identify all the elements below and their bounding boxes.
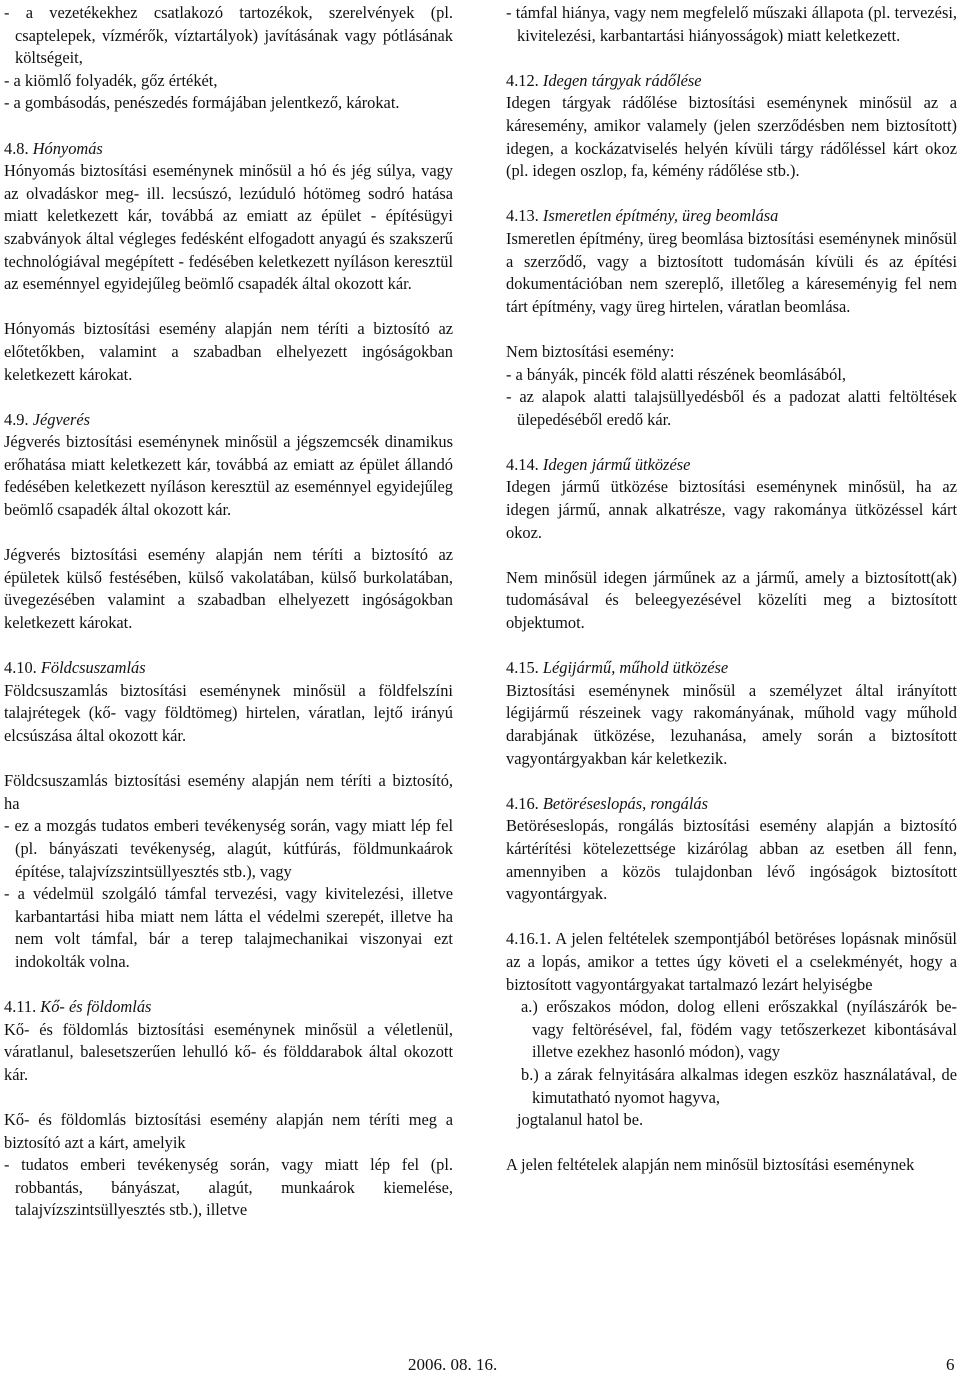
paragraph: Kő- és földomlás biztosítási eseménynek minősül a véletlenül, váratlanul, balesetszerűen lehulló kő- és földdarabok által okozott kár. — [4, 1019, 453, 1084]
paragraph: Biztosítási eseménynek minősül a személyzet által irányított légijármű részeinek vagy rakományának, műhold vagy műhold darabjának ütközése, lezuhanása, amely során a biztosított vagyontárgyakban kár keletkezik. — [506, 680, 957, 768]
list-item: - a gombásodás, penészedés formájában jelentkező, károkat. — [4, 93, 400, 113]
section-heading-4-13 — [506, 205, 957, 228]
paragraph: Ismeretlen építmény, üreg beomlása biztosítási eseménynek minősül a szerződő, vagy a biztosított tudomásán kívüli és az építési dokumentációban nem szereplő, illetőleg a káreseményig fel nem tárt építmény, vagy üreg hirtelen, váratlan beomlása. — [506, 228, 957, 316]
section-number: 4.15. — [506, 658, 539, 678]
section-title: Hónyomás — [32, 138, 103, 158]
section-heading-4-8 — [4, 138, 453, 161]
section-number: 4.10. — [4, 658, 37, 678]
paragraph: Nem minősül idegen járműnek az a jármű, amely a biztosított(ak) tudomásával és beleegyezésével közelíti meg a biztosított objektumot. — [506, 567, 957, 633]
list-item: - az alapok alatti talajsüllyedésből és a padozat alatti feltöltések ülepedéséből eredő kár. — [506, 387, 957, 429]
section-number: 4.12. — [506, 70, 539, 90]
list-item: - a kiömlő folyadék, gőz értékét, — [4, 70, 218, 90]
paragraph: 4.16.1. A jelen feltételek szempontjából betöréses lopásnak minősül az a lopás, amikor a tettes úgy követi el a cselekményét, hogy a biztosított vagyontárgyakat tartalmazó lezárt helyiségbe — [506, 929, 957, 994]
list-item: - a bányák, pincék föld alatti részének beomlásából, — [506, 364, 846, 384]
section-heading-4-9 — [4, 409, 453, 432]
section-title: Földcsuszamlás — [40, 658, 146, 678]
left-column — [4, 2, 453, 1222]
paragraph: Jégverés biztosítási eseménynek minősül a jégszemcsék dinamikus erőhatása miatt keletkezett kár, továbbá az emiatt az épület állandó fedésében keletkezett nyíláson keresztül az eseménnyel egyidejűleg beömlő csapadék által okozott kár. — [4, 432, 453, 520]
paragraph: Betöréseslopás, rongálás biztosítási esemény alapján a biztosító kártérítési kötelezettsége kizárólag abban az esetben áll fenn, amennyiben a közös tulajdonban lévő ingóságok biztosított vagyontárgyak. — [506, 816, 957, 904]
paragraph: jogtalanul hatol be. — [517, 1110, 644, 1130]
paragraph: Földcsuszamlás biztosítási esemény alapján nem téríti a biztosító, ha — [4, 771, 453, 813]
list-item: - tudatos emberi tevékenység során, vagy miatt lép fel (pl. robbantás, bányászat, alagút, munkaárok kiemelése, talajvízszintsüllyesztés stb.), illetve — [4, 1155, 453, 1220]
page-number: 6 — [946, 1355, 955, 1374]
section-heading-4-14 — [506, 454, 957, 477]
paragraph: Jégverés biztosítási esemény alapján nem téríti a biztosító az épületek külső festésében, külső vakolatában, külső burkolatában, üvegezésében valamint a szabadban elhelyezett ingóságokban keletkezett károkat. — [4, 545, 453, 633]
paragraph: Kő- és földomlás biztosítási esemény alapján nem téríti meg a biztosító azt a kárt, amelyik — [4, 1110, 453, 1152]
list-item: - támfal hiánya, vagy nem megfelelő műszaki állapota (pl. tervezési, kivitelezési, karbantartási hiányosságok) miatt keletkezett. — [506, 3, 957, 45]
section-heading-4-16 — [506, 793, 957, 816]
paragraph: A jelen feltételek alapján nem minősül biztosítási eseménynek — [506, 1155, 915, 1175]
section-title: Kő- és földomlás — [40, 997, 152, 1017]
section-title: Légijármű, műhold ütközése — [542, 658, 729, 678]
section-title: Jégverés — [32, 409, 91, 429]
sub-item-b: b.) a zárak felnyitására alkalmas idegen eszköz használatával, de kimutatható nyomot hagyva, — [521, 1064, 957, 1107]
section-number: 4.11. — [4, 997, 37, 1017]
section-heading-4-11 — [4, 996, 453, 1019]
section-number: 4.14. — [506, 454, 539, 474]
list-item: - ez a mozgás tudatos emberi tevékenység során, vagy miatt lép fel (pl. bányászati tevékenység, alagút, kútfúrás, földmunkaárok építése, talajvízszintsüllyesztés stb.), vagy — [4, 816, 453, 881]
section-title: Idegen jármű ütközése — [542, 454, 691, 474]
paragraph: Nem biztosítási esemény: — [506, 341, 675, 361]
paragraph: Hónyomás biztosítási esemény alapján nem téríti a biztosító az előtetőkben, valamint a szabadban elhelyezett ingóságokban keletkezett károkat. — [4, 319, 453, 384]
section-heading-4-10 — [4, 657, 453, 680]
section-number: 4.9. — [4, 409, 29, 429]
paragraph: Idegen jármű ütközése biztosítási eseménynek minősül, ha az idegen jármű, annak alkatrésze, vagy rakománya ütközéssel kárt okoz. — [506, 477, 957, 542]
section-number: 4.8. — [4, 138, 29, 158]
paragraph: Hónyomás biztosítási eseménynek minősül a hó és jég súlya, vagy az olvadáskor meg- ill. lecsúszó, lezúduló hótömeg sodró hatása miatt keletkezett kár, továbbá az emiatt az épület - építésügyi szabványok által végleges fedésként elfogadott anyagú és szakszerű technológiával megépített - fedésében keletkezett nyíláson keresztül az eseménnyel egyidejűleg beömlő csapadék által okozott kár. — [4, 161, 453, 294]
right-column — [506, 2, 957, 1177]
section-heading-4-12 — [506, 70, 957, 93]
section-title: Betöréseslopás, rongálás — [542, 793, 709, 813]
section-number: 4.16. — [506, 793, 539, 813]
list-item: - a vezetékekhez csatlakozó tartozékok, szerelvények (pl. csaptelepek, vízmérők, víztartályok) javításának vagy pótlásának költségeit, — [4, 3, 453, 68]
section-title: Ismeretlen építmény, üreg beomlása — [542, 206, 779, 226]
section-number: 4.13. — [506, 206, 539, 226]
footer-date: 2006. 08. 16. — [408, 1355, 498, 1374]
paragraph: Földcsuszamlás biztosítási eseménynek minősül a földfelszíni talajrétegek (kő- vagy földtömeg) hirtelen, váratlan, lejtő irányú elcsúszása által okozott kár. — [4, 680, 453, 745]
paragraph: Idegen tárgyak rádőlése biztosítási eseménynek minősül az a káresemény, amikor valamely (jelen szerződésben nem biztosított) idegen, a kockázatviselés helyén kívüli tárgy rádőléssel kárt okoz (pl. idegen oszlop, fa, kémény rádőlése stb.). — [506, 93, 957, 181]
section-title: Idegen tárgyak rádőlése — [542, 70, 702, 90]
list-item: - a védelmül szolgáló támfal tervezési, vagy kivitelezési, illetve karbantartási hiba miatt nem látta el védelmi szerepét, illetve ha nem volt támfal, bár a terep talajmechanikai viszonyai ezt indokolták volna. — [4, 884, 453, 971]
section-heading-4-15 — [506, 657, 957, 680]
sub-item-a: a.) erőszakos módon, dolog elleni erőszakkal (nyílászárók be- vagy feltörésével, fal, födém vagy tetőszerkezet kibontásával illetve ezekhez hasonló módon), vagy — [521, 997, 957, 1062]
